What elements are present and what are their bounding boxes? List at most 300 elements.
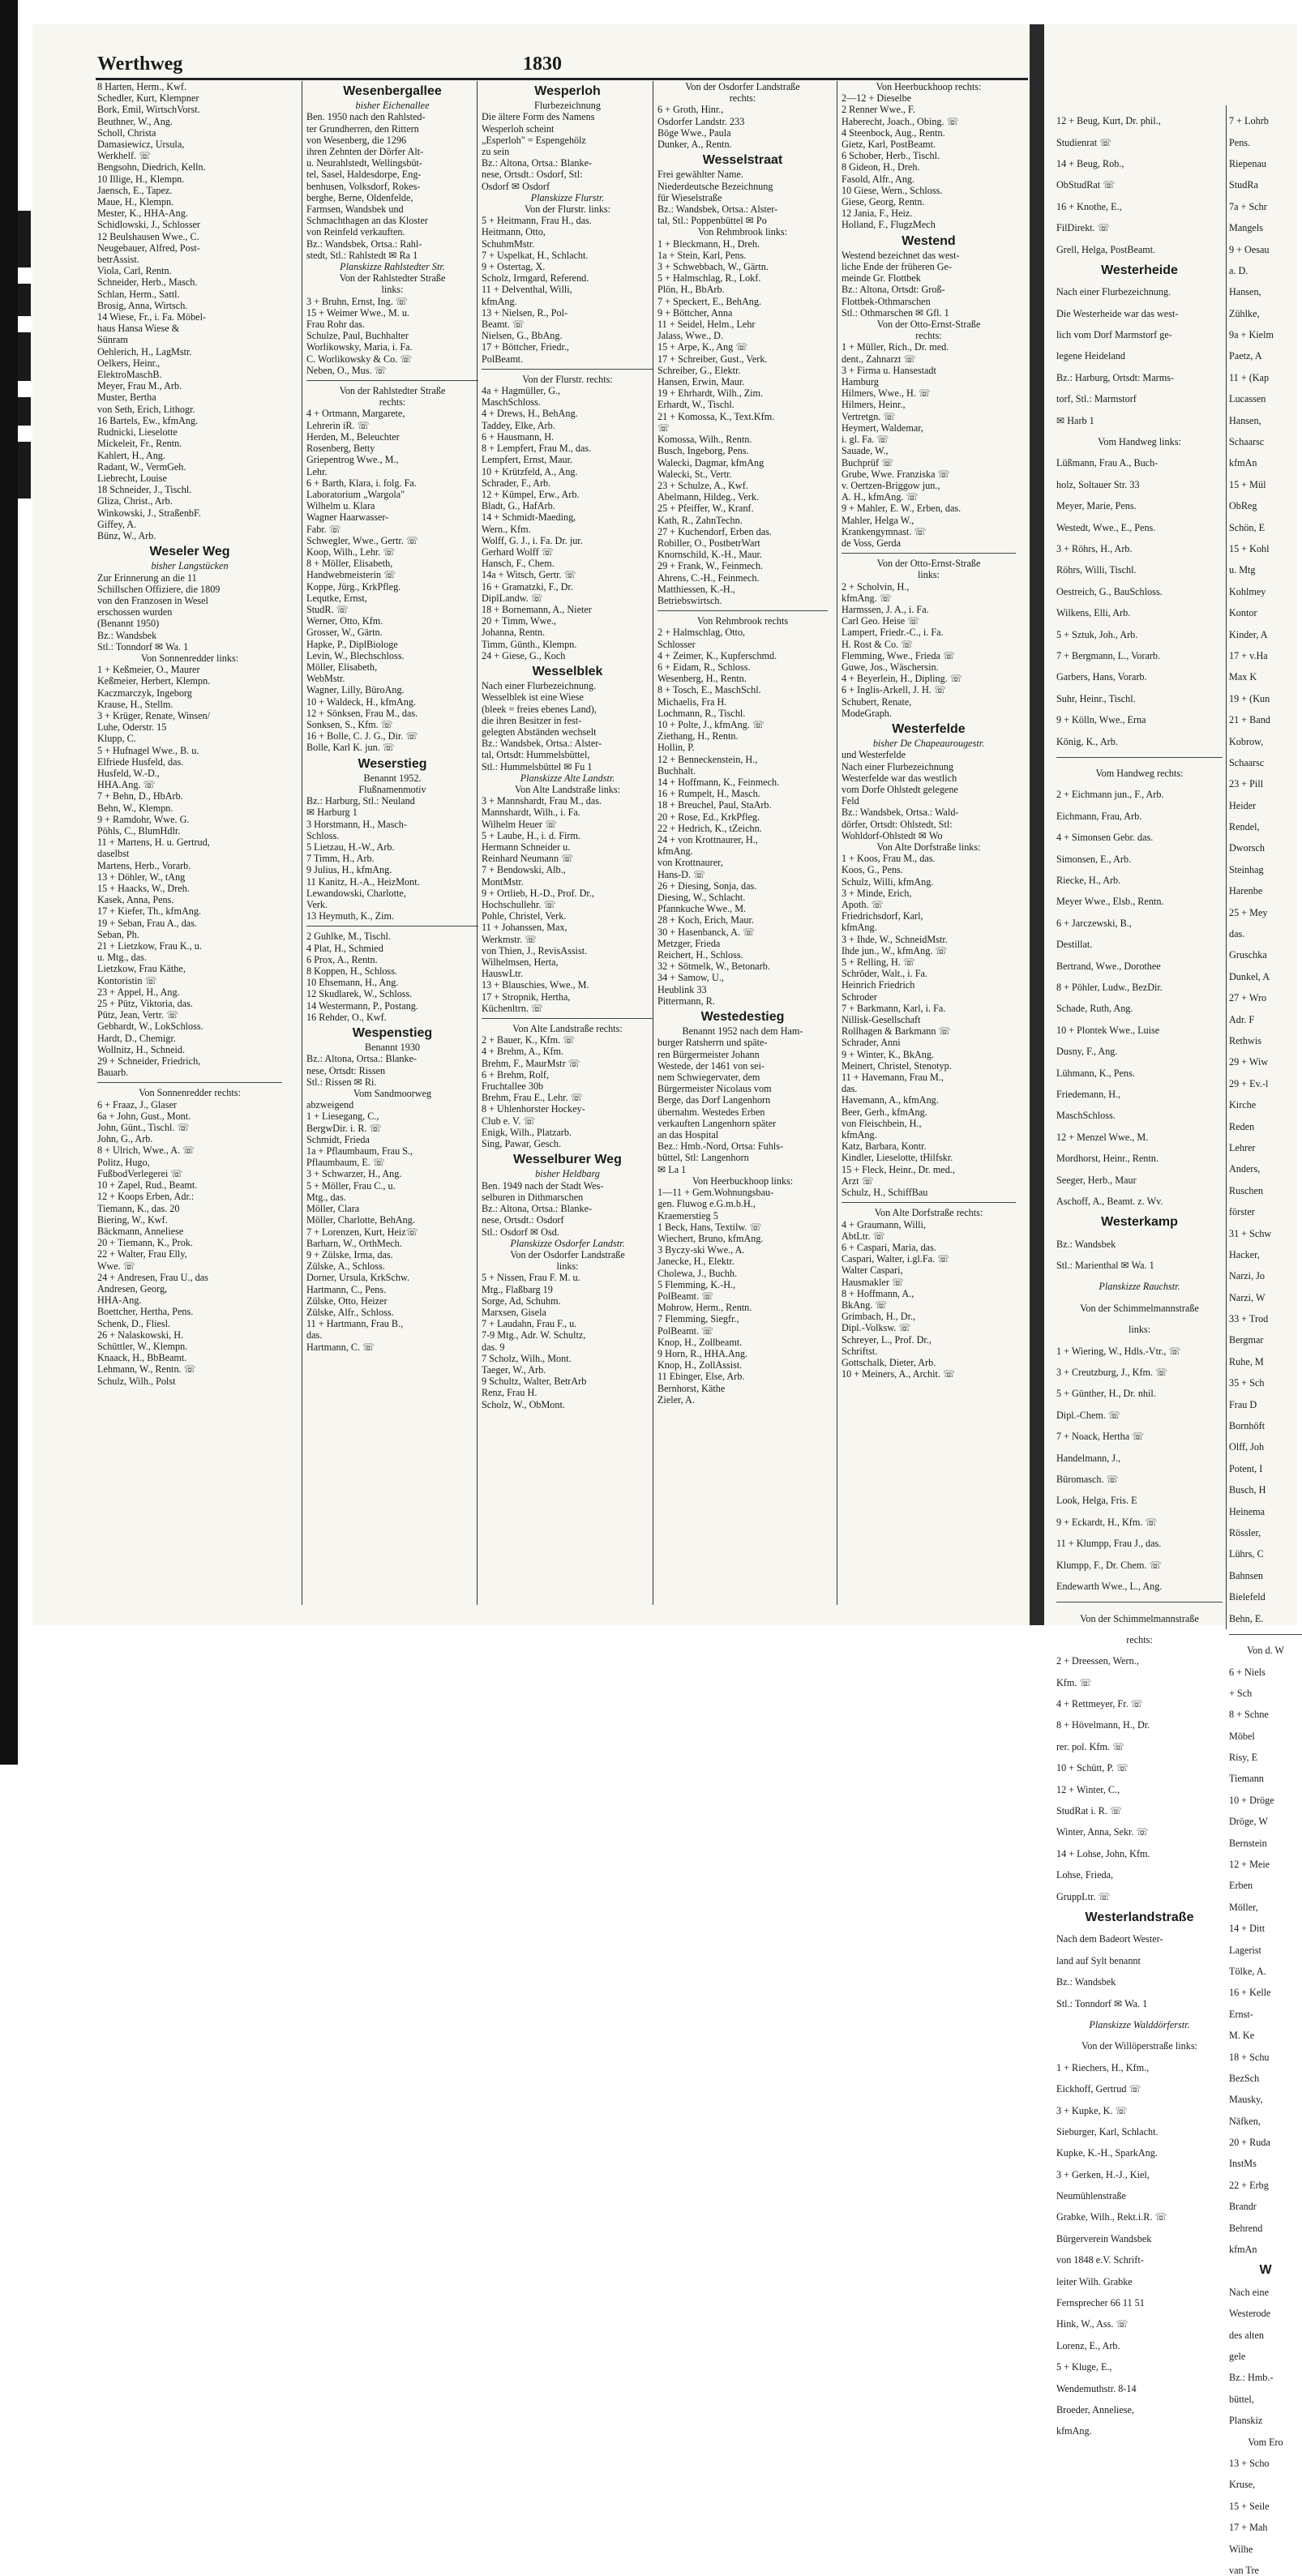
directory-entry: Dunkel, A (1229, 970, 1270, 982)
directory-entry: 5 + Günther, H., Dr. nhil. (1056, 1388, 1156, 1400)
directory-entry: Von der Otto-Ernst-Straße (876, 319, 981, 331)
directory-entry: „Esperloh" = Espengehölz (482, 134, 586, 146)
directory-entry: Pens. (1229, 136, 1251, 148)
directory-entry: 15 + Fleck, Heinr., Dr. med., (842, 1163, 955, 1175)
directory-entry: 22 + Walter, Frau Elly, (97, 1248, 187, 1260)
directory-entry: 6 + Niels (1229, 1666, 1266, 1678)
directory-entry: Von der Willöperstraße links: (1081, 2040, 1197, 2052)
directory-entry: Eickhoff, Gertrud ☏ (1056, 2083, 1141, 2095)
directory-entry: Wollnitz, H., Schneid. (97, 1043, 186, 1055)
directory-entry: Schmidt, Frieda (306, 1133, 370, 1145)
directory-entry: burger Ratsherrn und späte- (657, 1037, 768, 1049)
directory-entry: 16 + Bolle, C. J. G., Dir. ☏ (306, 730, 418, 742)
directory-entry: Pfannkuche Wwe., M. (657, 903, 747, 915)
directory-entry: WebMstr. (306, 673, 345, 685)
facing-column-b (1229, 105, 1302, 2576)
directory-entry: kfmAn (1229, 457, 1257, 469)
directory-entry: 14 Westermann, P., Postang. (306, 999, 418, 1012)
directory-entry: 17 + v.Ha (1229, 649, 1268, 661)
directory-entry: betrAssist. (97, 254, 139, 266)
directory-entry: InstMs (1229, 2158, 1257, 2170)
facing-column-a (1056, 105, 1227, 2437)
directory-entry: Schade, Ruth, Ang. (1056, 1003, 1133, 1015)
directory-entry: 2 + Scholvin, H., (842, 580, 910, 593)
directory-entry: Schmachthagen an das Kloster (306, 215, 428, 227)
directory-entry: gele (1229, 2351, 1246, 2362)
directory-entry: 35 + Sch (1229, 1377, 1265, 1389)
directory-entry: 7 + Noack, Hertha ☏ (1056, 1431, 1145, 1443)
header-rule (96, 78, 1028, 80)
directory-entry: 3 Byczy-ski Wwe., A. (657, 1244, 745, 1256)
directory-entry: torf, Stl.: Marmstorf (1056, 393, 1137, 405)
directory-entry: Von der Otto-Ernst-Straße (876, 558, 981, 570)
directory-entry: H. Rost & Co. ☏ (842, 638, 914, 650)
directory-entry: 10 + Krützfeld, A., Ang. (482, 465, 578, 477)
directory-entry: 31 + Schw (1229, 1227, 1272, 1239)
directory-entry: Bürgerverein Wandsbek (1056, 2232, 1152, 2244)
directory-entry: 2 + Eichmann jun., F., Arb. (1056, 789, 1164, 801)
directory-entry: Hapke, P., DiplBiologe (306, 638, 398, 650)
directory-entry: Nillisk-Gesellschaft (842, 1014, 921, 1026)
directory-entry: Schedler, Kurt, Klempner (97, 92, 199, 105)
directory-entry: Cholewa, J., Buchh. (657, 1267, 738, 1279)
section-divider (657, 610, 828, 611)
directory-entry: Bolle, Karl K. jun. ☏ (306, 742, 396, 754)
directory-entry: Scholz, Irmgard, Referend. (482, 272, 589, 285)
directory-entry: 3 + Röhrs, H., Arb. (1056, 543, 1133, 554)
directory-entry: 7 + Lohrb (1229, 115, 1269, 127)
directory-entry: Hardt, D., Chemigr. (97, 1032, 176, 1044)
directory-column-2 (302, 81, 478, 1605)
directory-entry: Lequtke, Ernst, (306, 592, 367, 604)
directory-entry: rechts: (1126, 1633, 1153, 1645)
directory-entry: ☏ (657, 421, 670, 434)
directory-entry: Buchhalt. (657, 764, 696, 777)
directory-entry: Giffey, A. (97, 518, 137, 530)
directory-entry: Heinrich Friedrich (842, 979, 915, 991)
directory-entry: Benannt 1930 (364, 1042, 421, 1054)
directory-entry: bisher De Chapeaurougestr. (872, 738, 985, 750)
directory-entry: Steinhag (1229, 863, 1264, 875)
directory-entry: Radant, W., VermGeh. (97, 460, 186, 473)
directory-entry: 10 + Schütt, P. ☏ (1056, 1762, 1129, 1774)
directory-entry: Dorner, Ursula, KrkSchw. (306, 1272, 409, 1284)
directory-entry: Zühlke, (1229, 307, 1260, 319)
directory-entry: (bleek = freies ebenes Land), (482, 703, 597, 715)
directory-entry: Wohldorf-Ohlstedt ✉ Wo (842, 829, 943, 841)
directory-entry: 9 + Mahler, E. W., Erben, das. (842, 503, 962, 515)
directory-entry: kfmAng. (1056, 2425, 1092, 2437)
directory-entry: Lüßmann, Frau A., Buch- (1056, 457, 1159, 469)
directory-entry: 13 + Döhler, W., tAng (97, 871, 186, 883)
directory-entry: 8 + Pöhler, Ludw., BezDir. (1056, 982, 1163, 993)
directory-entry: Beuthner, W., Ang. (97, 115, 173, 127)
directory-entry: nem Schwiegervater, dem (657, 1072, 760, 1084)
directory-entry: John, Günt., Tischl. ☏ (97, 1122, 190, 1134)
directory-entry: 3 + Minde, Erich, (842, 887, 912, 899)
directory-entry: rechts: (729, 92, 756, 105)
scan-edge-marks (18, 211, 32, 535)
directory-entry: Flottbek-Othmarschen (842, 295, 931, 307)
directory-entry: Jalass, Wwe., D. (657, 330, 724, 342)
directory-entry: Brosig, Anna, Wirtsch. (97, 299, 188, 311)
directory-entry: Oehlerich, H., LagMstr. (97, 345, 192, 357)
directory-entry: Heider (1229, 799, 1257, 811)
section-divider (842, 1202, 1016, 1203)
directory-entry: Bengsohn, Diedrich, Kelln. (97, 161, 206, 173)
directory-entry: Studienrat ☏ (1056, 136, 1112, 148)
directory-entry: Pflaumbaum, E. ☏ (306, 1157, 386, 1169)
directory-entry: Ihde jun., W., kfmAng. ☏ (842, 944, 948, 956)
directory-entry: Planskizze Rahlstedter Str. (340, 261, 445, 273)
directory-entry: Garbers, Hans, Vorarb. (1056, 671, 1147, 683)
directory-entry: Gietz, Karl, PostBeamt. (842, 139, 936, 151)
directory-entry: Mtg., das. (306, 1191, 346, 1203)
directory-entry: Flurbezeichnung (534, 100, 601, 112)
directory-entry: 15 + Mül (1229, 478, 1266, 490)
directory-entry: FilDirekt. ☏ (1056, 222, 1111, 234)
street-heading: Wespenstieg (352, 1026, 433, 1041)
directory-entry: 8 + Hövelmann, H., Dr. (1056, 1719, 1150, 1731)
directory-entry: 9 Schultz, Walter, BetrArb (482, 1376, 587, 1388)
directory-entry: 27 + Wro (1229, 992, 1267, 1004)
directory-entry: Bz.: Altona, Ortsa.: Blanke- (482, 157, 593, 169)
directory-entry: Bz.: Wandsbek (1056, 1238, 1116, 1250)
directory-entry: links: (381, 284, 404, 296)
directory-entry: Gottschalk, Dieter, Arb. (842, 1356, 936, 1368)
directory-entry: Farmsen, Wandsbek und (306, 203, 404, 216)
directory-entry: Behn, W., Klempn. (97, 802, 173, 814)
section-divider (482, 1018, 653, 1019)
directory-entry: Neben, O., Mus. ☏ (306, 364, 387, 376)
directory-entry: land auf Sylt benannt (1056, 1954, 1141, 1966)
directory-entry: Rudnicki, Lieselotte (97, 426, 178, 439)
directory-entry: Carl Geo. Heise ☏ (842, 615, 920, 627)
directory-entry: 8 Harten, Herm., Kwf. (97, 81, 186, 92)
directory-entry: Schaarsc (1229, 436, 1265, 448)
directory-entry: Friedrichsdorf, Karl, (842, 910, 923, 922)
directory-entry: 12 + Koops Erben, Adr.: (97, 1191, 195, 1203)
directory-entry: 17 + Böttcher, Friedr., (482, 341, 569, 353)
directory-entry: Knornschild, K.-H., Maur. (657, 549, 762, 561)
directory-entry: Reinhard Neumann ☏ (482, 853, 574, 865)
directory-entry: Club e. V. ☏ (482, 1115, 536, 1127)
directory-entry: 4a + Hagmüller, G., (482, 385, 561, 397)
directory-entry: Pittermann, R. (657, 995, 715, 1007)
directory-entry: Schüttler, W., Klempn. (97, 1340, 188, 1352)
directory-entry: tal, Ortsdt: Hummelsbüttel, (482, 749, 590, 761)
directory-entry: 20 + Timm, Wwe., (482, 615, 556, 627)
directory-entry: u. Neurahlstedt, Wellingsbüt- (306, 157, 422, 169)
directory-entry: Simonsen, E., Arb. (1056, 853, 1132, 865)
directory-entry: Bz.: Harburg, Stl.: Neuland (306, 795, 415, 807)
directory-entry: 1 + Keßmeier, O., Maurer (97, 664, 200, 676)
directory-entry: Hartmann, C. ☏ (306, 1341, 375, 1353)
directory-entry: 6 + Groth, Hinr., (657, 104, 724, 116)
directory-entry: Gliza, Christ., Arb. (97, 495, 173, 507)
street-heading: Weserstieg (358, 756, 427, 771)
directory-entry: 6 + Fraaz, J., Glaser (97, 1098, 177, 1110)
directory-entry: u. Mtg (1229, 564, 1256, 576)
directory-entry: Bünz, W., Arb. (97, 529, 156, 541)
directory-entry: Kath, R., ZahnTechn. (657, 514, 743, 526)
directory-entry: Bz.: Wandsbek (97, 629, 157, 641)
directory-entry: Planskizze Flurstr. (530, 191, 605, 203)
directory-entry: Barharn, W., OrthMech. (306, 1237, 402, 1249)
directory-entry: 12 + Benneckenstein, H., (657, 753, 758, 765)
directory-entry: BergwDir. i. R. ☏ (306, 1122, 382, 1134)
directory-entry: ✉ Harburg 1 (306, 807, 358, 819)
directory-entry: Hermann Schneider u. (482, 841, 571, 853)
directory-entry: Hilmers, Heinr., (842, 399, 906, 411)
street-heading: Wesperloh (534, 84, 601, 98)
directory-entry: Biering, W., Kwf. (97, 1213, 168, 1226)
directory-entry: Lühmann, K., Pens. (1056, 1067, 1135, 1079)
directory-entry: Renz, Frau H. (482, 1387, 538, 1399)
directory-entry: 18 + Bornemann, A., Nieter (482, 603, 592, 615)
directory-entry: 10 + Waldeck, H., kfmAng. (306, 695, 416, 708)
directory-entry: stedt, Stl.: Rahlstedt ✉ Ra 1 (306, 249, 418, 261)
directory-entry: A. H., kfmAng. ☏ (842, 491, 919, 503)
directory-entry: 11 + Johanssen, Max, (482, 922, 567, 934)
directory-entry: Wesselblek ist eine Wiese (482, 691, 584, 704)
directory-entry: 7 + Bergmann, L., Vorarb. (1056, 649, 1161, 661)
directory-entry: Meinert, Christel, Stenotyp. (842, 1059, 952, 1072)
directory-entry: vom Dorfe Ohlstedt gelegene (842, 783, 958, 795)
directory-entry: 1 Beck, Hans, Textilw. ☏ (657, 1221, 762, 1233)
directory-entry: 14 + Ditt (1229, 1923, 1266, 1935)
directory-entry: das. (1229, 928, 1245, 940)
directory-entry: Buchprüf ☏ (842, 456, 894, 469)
directory-entry: Dworsch (1229, 842, 1266, 854)
directory-entry: Rendel, (1229, 821, 1260, 833)
directory-entry: Schidlowski, J., Schlosser (97, 219, 200, 231)
directory-entry: kfmAng. (842, 922, 877, 934)
directory-entry: 12 Jania, F., Heiz. (842, 208, 913, 220)
directory-entry: 6 + Inglis-Arkell, J. H. ☏ (842, 684, 947, 696)
directory-entry: Viola, Carl, Rentn. (97, 265, 172, 277)
directory-entry: Endewarth Wwe., L., Ang. (1056, 1580, 1163, 1592)
directory-entry: 1 + Koos, Frau M., das. (842, 853, 936, 865)
directory-entry: Schubert, Renate, (842, 695, 912, 708)
directory-entry: 17 + Kiefer, Th., kfmAng. (97, 905, 202, 918)
directory-entry: Bernstein (1229, 1837, 1267, 1849)
directory-entry: Schaarsc (1229, 756, 1265, 768)
directory-entry: Bz.: Altona, Ortsdt: Groß- (842, 284, 945, 296)
directory-entry: Plön, H., BbArb. (657, 284, 725, 296)
directory-entry: 10 + Zapel, Rud., Beamt. (97, 1179, 198, 1192)
directory-entry: Handwebmeisterin ☏ (306, 569, 396, 581)
directory-entry: Lehr. (306, 465, 328, 477)
directory-entry: Lührs, C (1229, 1548, 1264, 1560)
directory-entry: Erhardt, W., Tischl. (657, 399, 735, 411)
directory-entry: Hilmers, Wwe., H. ☏ (842, 387, 932, 400)
directory-entry: 1 + Riechers, H., Kfm., (1056, 2061, 1150, 2073)
street-heading: Wesselburer Weg (513, 1153, 622, 1167)
directory-entry: Planskizze Rauchstr. (1099, 1281, 1180, 1293)
directory-entry: 24 + von Krottnaurer, H., (657, 834, 758, 845)
directory-entry: Apoth. ☏ (842, 899, 884, 911)
directory-entry: 16 + Knothe, E., (1056, 200, 1122, 212)
directory-entry: Sünram (97, 334, 128, 346)
directory-entry: Klumpp, F., Dr. Chem. ☏ (1056, 1559, 1162, 1571)
directory-entry: Seeger, Herb., Maur (1056, 1174, 1137, 1186)
directory-entry: Wilhe (1229, 2543, 1253, 2555)
directory-entry: ihren Zehnten der Dörfer Alt- (306, 146, 424, 158)
directory-entry: Vertretgn. ☏ (842, 410, 896, 422)
directory-entry: BezSch (1229, 2072, 1260, 2084)
directory-entry: 8 + Uhlenhorster Hockey- (482, 1103, 585, 1115)
directory-entry: Destillat. (1056, 939, 1093, 951)
directory-entry: 9 Horn, R., HHA.Ang. (657, 1347, 748, 1359)
directory-entry: 7 + Speckert, E., BehAng. (657, 295, 762, 307)
directory-entry: Bez.: Hmb.-Nord, Ortsa: Fuhls- (657, 1140, 784, 1153)
directory-entry: 9 + Winter, K., BkAng. (842, 1048, 934, 1060)
directory-entry: Werkmstr. ☏ (482, 933, 538, 945)
directory-column-4 (653, 81, 828, 1605)
directory-entry: 1a + Pflaumbaum, Frau S., (306, 1145, 413, 1157)
directory-entry: Bork, Emil, WirtschVorst. (97, 104, 200, 116)
directory-entry: rechts: (915, 330, 942, 342)
directory-entry: Keßmeier, Herbert, Klempn. (97, 675, 211, 687)
directory-entry: 2—12 + Dieselbe (842, 92, 912, 105)
directory-entry: berghe, Berne, Oldenfelde, (306, 191, 413, 203)
directory-entry: 29 + Wiw (1229, 1056, 1269, 1068)
directory-entry: Fasold, Alfr., Ang. (842, 173, 915, 185)
directory-entry: Michaelis, Fra H. (657, 695, 727, 708)
directory-entry: die ihren Besitzer in fest- (482, 714, 582, 726)
directory-entry: Schön, E (1229, 521, 1266, 533)
directory-entry: 15 + Seile (1229, 2500, 1270, 2512)
street-heading: Wesselstraat (702, 153, 783, 168)
directory-entry: Look, Helga, Fris. E (1056, 1495, 1137, 1507)
directory-entry: ren Bürgermeister Johann (657, 1048, 760, 1060)
directory-entry: Schröder, Walt., i. Fa. (842, 968, 927, 980)
directory-entry: 15 + Kohl (1229, 543, 1270, 554)
directory-entry: Nach einer Flurbezeichnung. (1056, 286, 1171, 298)
directory-entry: 6 Prox, A., Rentn. (306, 953, 378, 965)
directory-entry: Nach eine (1229, 2286, 1270, 2298)
directory-entry: Walecki, Dagmar, kfmAng (657, 456, 764, 469)
directory-entry: Oestreich, G., BauSchloss. (1056, 585, 1163, 597)
directory-entry: Mtg., Flaßbarg 19 (482, 1283, 553, 1295)
directory-entry: rer. pol. Kfm. ☏ (1056, 1740, 1125, 1752)
directory-entry: Zieler, A. (657, 1393, 695, 1406)
directory-entry: Die Westerheide war das west- (1056, 307, 1179, 319)
directory-entry: Fabr. ☏ (306, 523, 342, 535)
directory-entry: 12 + Beug, Kurt, Dr. phil., (1056, 115, 1161, 127)
directory-entry: Bauarb. (97, 1067, 129, 1079)
directory-entry: Schroder (842, 991, 877, 1003)
section-divider (1229, 1634, 1302, 1635)
directory-entry: Planskizze Osdorfer Landstr. (510, 1237, 625, 1249)
directory-entry: Anders, (1229, 1163, 1261, 1175)
directory-entry: von Fleischbein, H., (842, 1117, 922, 1129)
directory-entry: Bergmar (1229, 1334, 1264, 1346)
directory-entry: 4 + Brehm, A., Kfm. (482, 1046, 563, 1058)
directory-entry: StudR. ☏ (306, 603, 349, 615)
directory-entry: Wwe. ☏ (97, 1260, 136, 1272)
directory-entry: 18 + Breuchel, Paul, StaArb. (657, 799, 772, 811)
directory-entry: Kahlert, H., Ang. (97, 449, 165, 461)
directory-entry: ObStudRat ☏ (1056, 179, 1116, 191)
directory-entry: 23 + Schulze, A., Kwf. (657, 479, 748, 491)
directory-entry: Janecke, H., Elektr. (657, 1256, 735, 1268)
directory-entry: Matthiessen, K.-H., (657, 583, 735, 595)
directory-entry: 15 + Arpe, K., Ang ☏ (657, 341, 748, 353)
directory-entry: tal, Stl.: Poppenbüttel ✉ Po (657, 215, 767, 227)
directory-entry: von Seth, Erich, Lithogr. (97, 403, 195, 415)
directory-entry: Bz.: Hmb.- (1229, 2372, 1274, 2384)
directory-entry: 19 + Ehrhardt, Wilh., Zim. (657, 387, 764, 400)
directory-entry: 13 + Scho (1229, 2457, 1270, 2469)
directory-entry: 1a + Stein, Karl, Pens. (657, 249, 747, 261)
directory-entry: 9 + Ortlieb, H.-D., Prof. Dr., (482, 887, 594, 899)
directory-entry: 1 + Bleckmann, H., Dreh. (657, 237, 760, 250)
directory-entry: büttel, (1229, 2393, 1254, 2405)
directory-entry: + Sch (1229, 1687, 1253, 1699)
directory-entry: Wendemuthstr. 8-14 (1056, 2382, 1137, 2394)
directory-entry: bisher Eichenallee (355, 100, 430, 112)
directory-entry: Gebhardt, W., LokSchloss. (97, 1021, 203, 1033)
directory-entry: Wagner, Lilly, BüroAng. (306, 684, 405, 696)
directory-entry: Frau Rohr das. (306, 319, 366, 331)
directory-entry: erschossen wurden (97, 606, 173, 618)
directory-entry: Büromasch. ☏ (1056, 1473, 1119, 1485)
directory-entry: Lewandowski, Charlotte, (306, 887, 406, 899)
directory-entry: C. Worlikowsky & Co. ☏ (306, 353, 413, 365)
directory-entry: Von Heerbuckhoop links: (692, 1175, 794, 1187)
directory-entry: Klupp, C. (97, 733, 136, 745)
directory-entry: Schlosser (657, 638, 696, 650)
directory-entry: König, K., Arb. (1056, 735, 1118, 747)
directory-entry: Worlikowsky, Maria, i. Fa. (306, 341, 413, 353)
directory-entry: Boettcher, Hertha, Pens. (97, 1306, 194, 1318)
directory-entry: tel, Sasel, Haldesdorpe, Eng- (306, 169, 422, 181)
directory-entry: Von der Flurstr. rechts: (522, 373, 613, 385)
directory-entry: Lochmann, R., Tischl. (657, 707, 746, 719)
directory-entry: 7 Scholz, Wilh., Mont. (482, 1352, 572, 1364)
directory-entry: Ernst- (1229, 2008, 1253, 2020)
directory-entry: 15 + Weimer Wwe., M. u. (306, 306, 409, 319)
directory-entry: Meyer, Frau M., Arb. (97, 380, 182, 392)
directory-entry: Narzi, W (1229, 1291, 1266, 1303)
directory-entry: leiter Wilh. Grabke (1056, 2275, 1133, 2287)
directory-entry: 8 Gideon, H., Dreh. (842, 161, 920, 173)
directory-entry: von den Franzosen in Wesel (97, 594, 208, 606)
directory-entry: Krause, H., Stellm. (97, 698, 173, 710)
directory-entry: Westend bezeichnet das west- (842, 249, 960, 261)
directory-entry: Knop, H., ZollAssist. (657, 1359, 743, 1371)
directory-entry: Koop, Wilh., Lehr. ☏ (306, 546, 396, 558)
directory-entry: Dipl.-Chem. ☏ (1056, 1409, 1121, 1421)
directory-entry: 4 Plat, H., Schmied (306, 942, 383, 954)
directory-entry: Planskizze Walddörferstr. (1089, 2018, 1190, 2030)
directory-entry: 7 + Bendowski, Alb., (482, 864, 566, 876)
directory-entry: Von Sonnenredder links: (140, 652, 239, 664)
directory-entry: Ziethang, H., Rentn. (657, 730, 739, 742)
directory-entry: Kinder, A (1229, 628, 1268, 640)
directory-entry: Wesenberg, H., Rentn. (657, 673, 747, 685)
directory-column-3 (477, 81, 653, 1605)
directory-entry: 26 + Diesing, Sonja, das. (657, 879, 757, 892)
directory-entry: Hausmakler ☏ (842, 1276, 905, 1288)
directory-entry: Pohle, Christel, Verk. (482, 910, 567, 922)
directory-entry: 4 Steenbock, Aug., Rentn. (842, 126, 945, 139)
directory-entry: 7 Timm, H., Arb. (306, 853, 375, 865)
directory-entry: Schlan, Herm., Sattl. (97, 288, 180, 300)
directory-entry: 14a + Witsch, Gertr. ☏ (482, 569, 576, 581)
